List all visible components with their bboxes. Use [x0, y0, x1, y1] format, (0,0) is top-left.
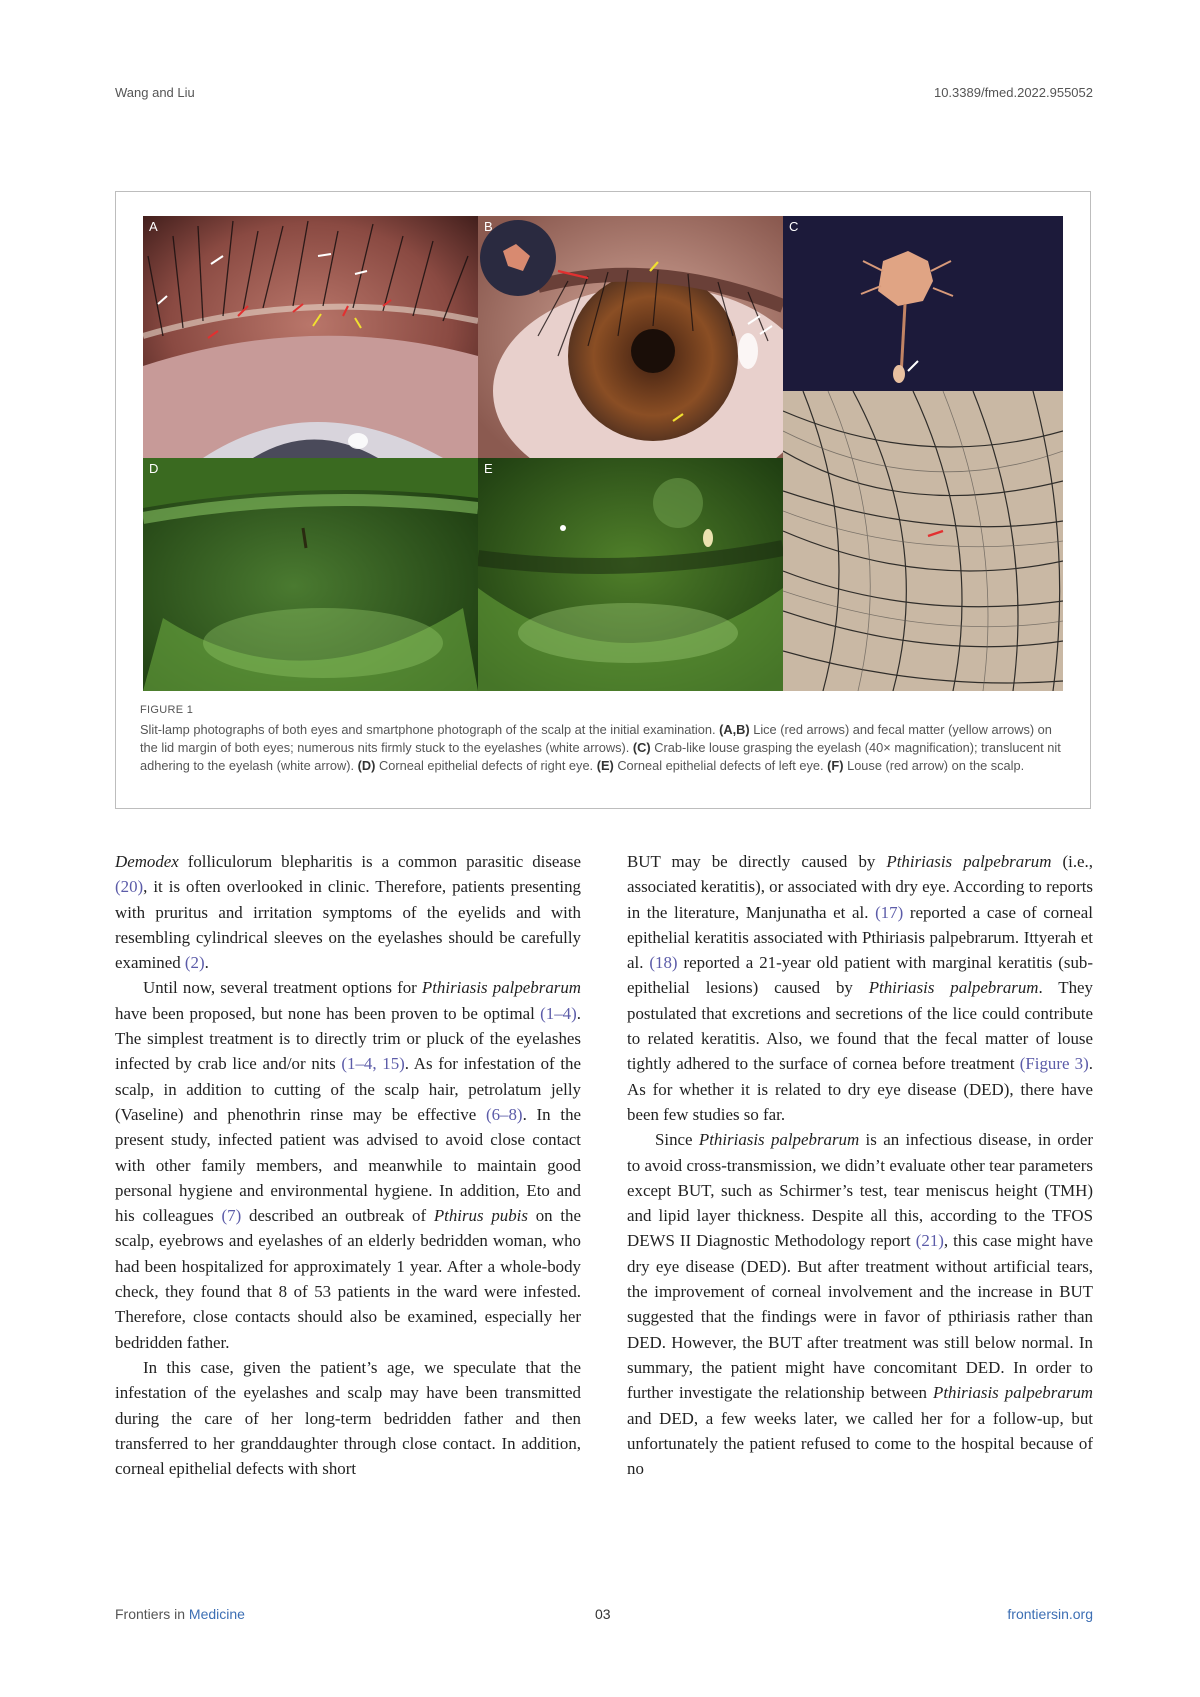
body-text: (i.e., associated keratitis), or associated with dry eye. According to reports in the literature, Manjunatha et al. — [627, 852, 1093, 922]
body-paragraph — [115, 975, 581, 1354]
italic-term: Pthirus pubis — [433, 1206, 528, 1226]
body-text: folliculorum blepharitis is a common parasitic disease — [178, 852, 581, 871]
body-column-left — [115, 849, 581, 1481]
caption-f-text: Louse (red arrow) on the scalp. — [847, 758, 1025, 773]
body-paragraph — [627, 1127, 1093, 1481]
figure-link[interactable]: (Figure 3) — [1019, 1054, 1089, 1074]
footer-journal — [115, 1606, 245, 1622]
figure-1 — [115, 191, 1091, 809]
caption-e-label: (E) — [596, 758, 614, 773]
footer-site-link[interactable]: frontiersin.org — [1007, 1606, 1093, 1622]
body-text: is an infectious disease, in order to avoid cross-transmission, we didn’t evaluate other tear parameters except BUT, such as Schirmer’s test, tear meniscus height (TMH) and lipid layer thickness. Despite all this, according to the TFOS DEWS II Diagnostic Methodology report — [627, 1130, 1093, 1251]
citation-link[interactable]: (17) — [875, 902, 904, 922]
body-paragraph — [115, 849, 581, 975]
figure-caption-label: FIGURE 1 — [140, 704, 194, 716]
body-text: . The simplest treatment is to directly trim or pluck of the eyelashes infected by crab lice and/or nits — [115, 1003, 581, 1074]
panel-c-label: C — [789, 219, 799, 234]
panel-c-image — [783, 216, 1063, 391]
panel-a-image — [143, 216, 478, 458]
caption-ab-text: Lice (red arrows) and fecal matter (yellow arrows) on the lid margin of both eyes; numerous nits firmly stuck to the eyelashes (white arrows). — [140, 722, 1052, 755]
body-text: reported a 21-year old patient with marginal keratitis (sub-epithelial lesions) caused by — [627, 953, 1094, 998]
running-header-authors: Wang and Liu — [115, 85, 195, 100]
italic-term: Pthiriasis palpebrarum — [933, 1383, 1093, 1403]
citation-link[interactable]: (21) — [915, 1231, 944, 1251]
body-text: described an outbreak of — [241, 1206, 434, 1226]
body-text: Since — [655, 1130, 699, 1150]
italic-term: Pthiriasis palpebrarum — [698, 1130, 860, 1150]
panel-e-label: E — [484, 461, 493, 476]
body-text: BUT may be directly caused by — [627, 852, 887, 871]
footer-journal-prefix: Frontiers in — [115, 1606, 186, 1622]
body-text: on the scalp, eyebrows and eyelashes of an elderly bedridden woman, who had been hospitalized for approximately 1 year. After a whole-body check, they found that 8 of 53 patients in the ward were infested. Therefore, close contacts should also be examined, especially her bedridden father. — [115, 1206, 581, 1352]
caption-f-label: (F) — [827, 758, 844, 773]
caption-c-label: (C) — [632, 740, 651, 755]
body-text: . As for infestation of the scalp, in addition to cutting of the scalp hair, petrolatum jelly (Vaseline) and phenothrin rinse may be effective — [115, 1054, 581, 1124]
body-text: . — [204, 953, 209, 973]
citation-link[interactable]: (7) — [221, 1206, 242, 1226]
page-number: 03 — [595, 1606, 611, 1622]
panel-e-image — [478, 458, 783, 691]
italic-term: Demodex — [115, 852, 179, 871]
running-header-doi[interactable]: 10.3389/fmed.2022.955052 — [933, 85, 1093, 100]
citation-link[interactable]: (20) — [115, 877, 144, 897]
panel-d-image — [143, 458, 478, 691]
body-text: , this case might have dry eye disease (DED). But after treatment without artificial tears, the improvement of corneal involvement and the increase in BUT suggested that the findings were in favor of pthiriasis rather than DED. However, the BUT after treatment was still below normal. In summary, the patient might have concomitant DED. In order to further investigate the relationship between — [627, 1231, 1093, 1403]
caption-e-text: Corneal epithelial defects of left eye. — [617, 758, 824, 773]
italic-term: Pthiriasis palpebrarum — [886, 852, 1052, 871]
body-text: and DED, a few weeks later, we called her for a follow-up, but unfortunately the patient refused to come to the hospital because of no — [627, 1408, 1093, 1479]
caption-c-text: Crab-like louse grasping the eyelash (40× magnification); translucent nit adhering to the eyelash (white arrow). — [140, 740, 1061, 773]
caption-intro: Slit-lamp photographs of both eyes and smartphone photograph of the scalp at the initial examination. — [140, 722, 716, 737]
figure-panels — [143, 216, 1063, 691]
body-text: reported a case of corneal epithelial keratitis associated with Pthiriasis palpebrarum. Ittyerah et al. — [627, 902, 1093, 973]
body-text: . They postulated that excretions and secretions of the lice could contribute to related keratitis. Also, we found that the fecal matter of louse tightly adhered to the surface of cornea before treatment — [627, 978, 1093, 1074]
body-text: , it is often overlooked in clinic. Therefore, patients presenting with pruritus and irritation symptoms of the eyelids and with resembling cylindrical sleeves on the eyelashes should be carefully examined — [115, 877, 581, 973]
panel-f-image — [783, 391, 1063, 691]
body-text: Until now, several treatment options for — [143, 978, 422, 998]
footer-journal-name: Medicine — [188, 1606, 245, 1622]
body-text: . As for whether it is related to dry eye disease (DED), there have been few studies so far. — [627, 1054, 1093, 1124]
italic-term: Pthiriasis palpebrarum — [868, 978, 1039, 998]
caption-ab-label: (A,B) — [719, 722, 750, 737]
body-paragraph: In this case, given the patient’s age, we speculate that the infestation of the eyelashes and scalp may have been transmitted during the care of her long-term bedridden father and then transferred to her granddaughter through close contact. In addition, corneal epithelial defects with short — [115, 1357, 581, 1479]
body-paragraph — [627, 849, 1093, 1127]
citation-link[interactable]: (18) — [649, 953, 678, 973]
figure-caption — [140, 701, 1070, 775]
panel-b-label: B — [484, 219, 493, 234]
panel-a-label: A — [149, 219, 158, 234]
citation-link[interactable]: (1–4, 15) — [341, 1054, 405, 1074]
caption-d-text: Corneal epithelial defects of right eye. — [379, 758, 594, 773]
body-column-right — [627, 849, 1093, 1481]
citation-link[interactable]: (2) — [184, 953, 205, 973]
citation-link[interactable]: (1–4) — [540, 1003, 577, 1023]
body-text: have been proposed, but none has been proven to be optimal — [115, 1003, 541, 1023]
panel-b-image — [478, 216, 783, 458]
italic-term: Pthiriasis palpebrarum — [421, 978, 581, 998]
body-text: . In the present study, infected patient was advised to avoid close contact with other family members, and meanwhile to maintain good personal hygiene and environmental hygiene. In addition, Eto and his colleagues — [115, 1104, 582, 1226]
panel-d-label: D — [149, 461, 159, 476]
citation-link[interactable]: (6–8) — [485, 1104, 523, 1124]
caption-d-label: (D) — [357, 758, 376, 773]
